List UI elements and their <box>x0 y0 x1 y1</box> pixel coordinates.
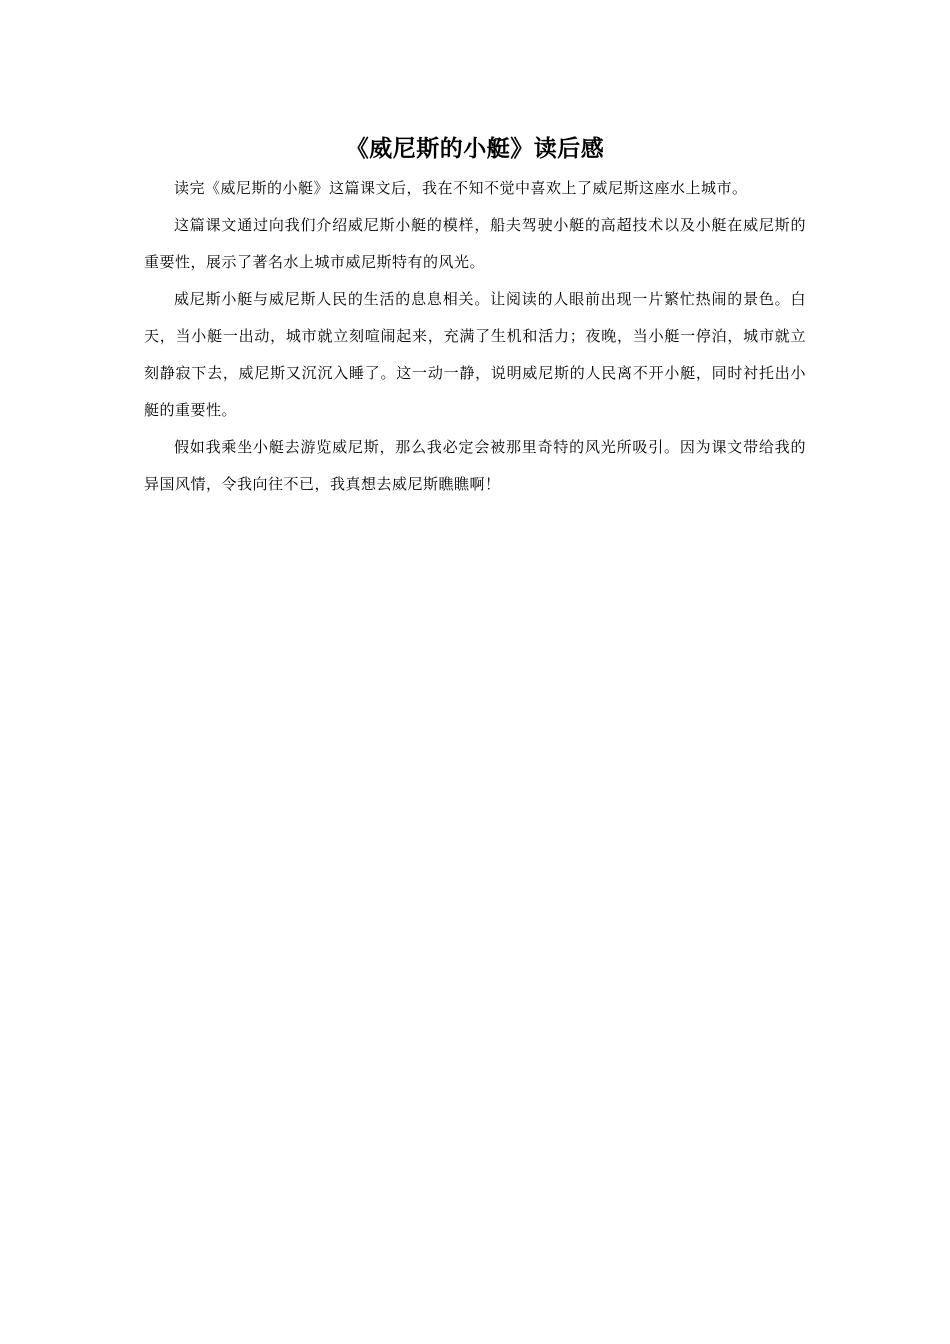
document-body <box>144 132 806 503</box>
paragraph-2: 这篇课文通过向我们介绍威尼斯小艇的模样，船夫驾驶小艇的高超技术以及小艇在威尼斯的重要性，展示了著名水上城市威尼斯特有的风光。 <box>144 216 806 271</box>
document-title: 《威尼斯的小艇》读后感 <box>345 136 605 162</box>
paragraph-4: 假如我乘坐小艇去游览威尼斯，那么我必定会被那里奇特的风光所吸引。因为课文带给我的异国风情，令我向往不已，我真想去威尼斯瞧瞧啊！ <box>144 438 806 493</box>
paragraph-3: 威尼斯小艇与威尼斯人民的生活的息息相关。让阅读的人眼前出现一片繁忙热闹的景色。白天，当小艇一出动，城市就立刻喧闹起来，充满了生机和活力；夜晚，当小艇一停泊，城市就立刻静寂下去，威尼斯又沉沉入睡了。这一动一静，说明威尼斯的人民离不开小艇，同时衬托出小艇的重要性。 <box>144 290 806 419</box>
paragraph-1: 读完《威尼斯的小艇》这篇课文后，我在不知不觉中喜欢上了威尼斯这座水上城市。 <box>174 179 748 197</box>
